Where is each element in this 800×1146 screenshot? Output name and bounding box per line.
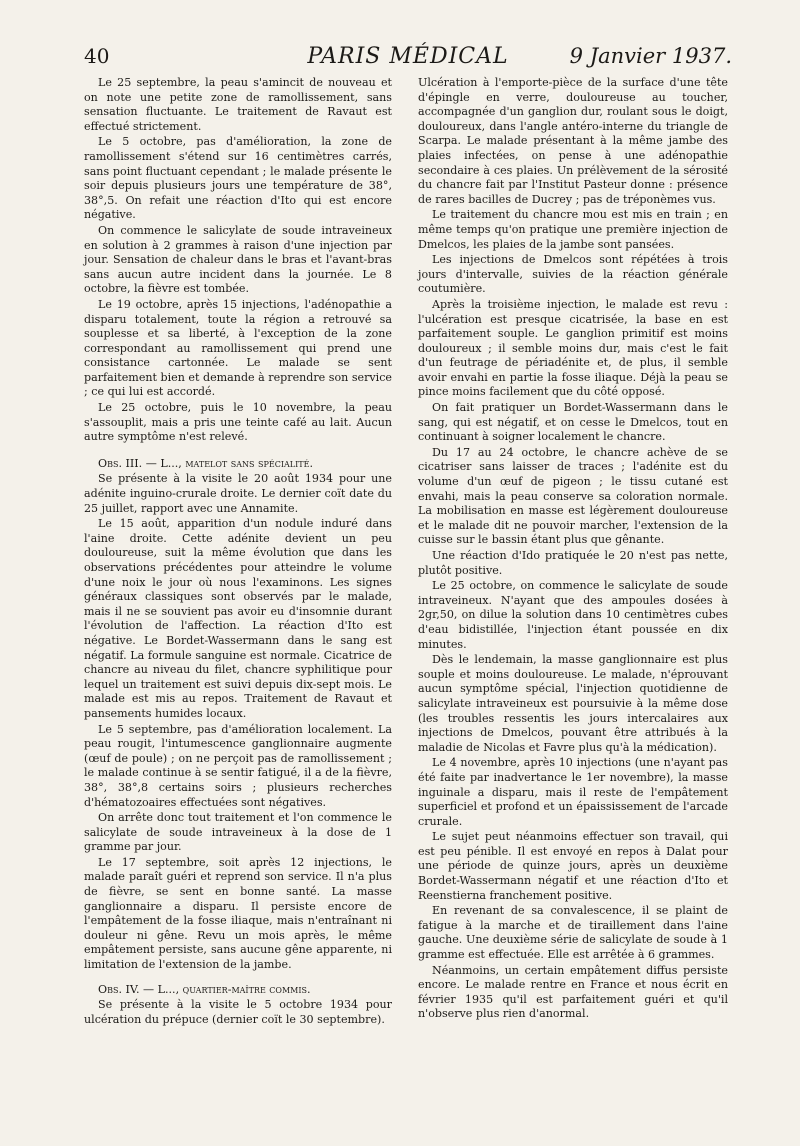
paragraph: En revenant de sa convalescence, il se plaint de fatigue à la marche et de tiraillement dans l'aine gauche. Une deuxième série de salicylate de soude à 1 gramme est effectuée. Elle est arrêtée à 6 grammes. xyxy=(418,904,728,962)
paragraph: Dès le lendemain, la masse ganglionnaire est plus souple et moins douloureuse. Le malade, n'éprouvant aucun symptôme spécial, l'injection quotidienne de salicylate intraveineux est poursuivie à la même dose (les troubles ressentis les jours intercalaires aux injections de Dmelcos, pouvant être attribués à la maladie de Nicolas et Favre plus qu'à la médication). xyxy=(418,653,728,754)
paragraph: Le 5 septembre, pas d'amélioration localement. La peau rougit, l'intumescence ganglionnaire augmente (œuf de poule) ; on ne perçoit pas de ramollissement ; le malade continue à se sentir fatigué, il a de la fièvre, 38°, 38°,8 certains soirs ; plusieurs recherches d'hématozoaires effectuées sont négatives. xyxy=(84,722,392,809)
observation-heading-4: Obs. IV. — L..., quartier-maître commis. xyxy=(98,982,311,996)
paragraph: Le 19 octobre, après 15 injections, l'adénopathie a disparu totalement, toute la région a retrouvé sa souplesse et sa liberté, à l'exception de la zone correspondant au ramollissement qui prend une consistance cartonnée. Le malade se sent parfaitement bien et demande à reprendre son service ; ce qui lui est accordé. xyxy=(84,297,392,399)
paragraph: On arrête donc tout traitement et l'on commence le salicylate de soude intraveineux à la dose de 1 gramme par jour. xyxy=(84,811,392,854)
left-column xyxy=(84,76,392,1028)
paragraph: Ulcération à l'emporte-pièce de la surface d'une tête d'épingle en verre, douloureuse au toucher, accompagnée d'un ganglion dur, roulant sous le doigt, douloureux, dans l'angle antéro-interne du triangle de Scarpa. Le malade présentant à la même jambe des plaies infectées, on pense à une adénopathie secondaire à ces plaies. Un prélèvement de la sérosité du chancre fait par l'Institut Pasteur donne : présence de rares bacilles de Ducrey ; pas de tréponèmes vus. xyxy=(418,76,728,206)
page-number: 40 xyxy=(84,44,110,68)
issue-date: 9 Janvier 1937. xyxy=(569,44,732,68)
paragraph: Le 25 octobre, on commence le salicylate de soude intraveineux. N'ayant que des ampoules dosées à 2gr,50, on dilue la solution dans 10 centimètres cubes d'eau bidistillée, l'injection étant poussée en dix minutes. xyxy=(418,579,728,651)
page-header xyxy=(84,44,732,78)
paragraph: Le sujet peut néanmoins effectuer son travail, qui est peu pénible. Il est envoyé en repos à Dalat pour une période de quinze jours, après un deuxième Bordet-Wassermann négatif et une réaction d'Ito et Reenstierna franchement positive. xyxy=(418,830,728,902)
paragraph: Les injections de Dmelcos sont répétées à trois jours d'intervalle, suivies de la réaction générale coutumière. xyxy=(418,253,728,296)
paragraph: Le traitement du chancre mou est mis en train ; en même temps qu'on pratique une première injection de Dmelcos, les plaies de la jambe sont pansées. xyxy=(418,208,728,251)
paragraph: Le 17 septembre, soit après 12 injections, le malade paraît guéri et reprend son service. Il n'a plus de fièvre, se sent en bonne santé. La masse ganglionnaire a disparu. Il persiste encore de l'empâtement de la fosse iliaque, mais n'entraînant ni douleur ni gêne. Revu un mois après, le même empâtement persiste, sans aucune gêne apparente, ni limitation de l'extension de la jambe. xyxy=(84,855,392,972)
paragraph: Le 5 octobre, pas d'amélioration, la zone de ramollissement s'étend sur 16 centimètres carrés, sans point fluctuant cependant ; le malade présente le soir depuis plusieurs jours une température de 38°, 38°,5. On refait une réaction d'Ito qui est encore négative. xyxy=(84,135,392,222)
paragraph: Du 17 au 24 octobre, le chancre achève de se cicatriser sans laisser de traces ; l'adénite est du volume d'un œuf de pigeon ; le tissu cutané est envahi, mais la peau conserve sa coloration normale. La mobilisation en masse est légèrement douloureuse et le malade dit ne pouvoir marcher, l'extension de la cuisse sur le bassin étant plus que gênante. xyxy=(418,445,728,547)
paragraph: On fait pratiquer un Bordet-Wassermann dans le sang, qui est négatif, et on cesse le Dmelcos, tout en continuant à soigner localement le chancre. xyxy=(418,401,728,444)
paragraph: On commence le salicylate de soude intraveineux en solution à 2 grammes à raison d'une injection par jour. Sensation de chaleur dans le bras et l'avant-bras sans aucun autre incident dans la journée. Le 8 octobre, la fièvre est tombée. xyxy=(84,223,392,296)
journal-title: PARIS MÉDICAL xyxy=(307,44,509,69)
paragraph: Le 25 octobre, puis le 10 novembre, la peau s'assouplit, mais a pris une teinte café au lait. Aucun autre symptôme n'est relevé. xyxy=(84,401,392,444)
paragraph: Se présente à la visite le 20 août 1934 pour une adénite inguino-crurale droite. Le dernier coït date du 25 juillet, rapport avec une Annamite. xyxy=(84,472,392,515)
right-column xyxy=(418,76,728,1023)
paragraph: Le 15 août, apparition d'un nodule induré dans l'aine droite. Cette adénite devient un peu douloureuse, suit la même évolution que dans les observations précédentes pour atteindre le volume d'une noix le jour où nous l'examinons. Les signes généraux classiques sont observés par le malade, mais il ne se souvient pas avoir eu d'insomnie durant l'évolution de l'affection. La réaction d'Ito est négative. Le Bordet-Wassermann dans le sang est négatif. La formule sanguine est normale. Cicatrice de chancre au niveau du filet, chancre syphilitique pour lequel un traitement est suivi depuis dix-sept mois. Le malade est mis au repos. Traitement de Ravaut et pansements humides locaux. xyxy=(84,517,392,720)
paragraph: Se présente à la visite le 5 octobre 1934 pour ulcération du prépuce (dernier coït le 30 septembre). xyxy=(84,998,392,1026)
paragraph: Néanmoins, un certain empâtement diffus persiste encore. Le malade rentre en France et nous écrit en février 1935 qu'il est parfaitement guéri et qu'il n'observe plus rien d'anormal. xyxy=(418,963,728,1021)
paragraph: Le 4 novembre, après 10 injections (une n'ayant pas été faite par inadvertance le 1er novembre), la masse inguinale a disparu, mais il reste de l'empâtement superficiel et profond et un épaississement de l'arcade crurale. xyxy=(418,756,728,828)
paragraph: Le 25 septembre, la peau s'amincit de nouveau et on note une petite zone de ramollissement, sans sensation fluctuante. Le traitement de Ravaut est effectué strictement. xyxy=(84,76,392,133)
paragraph: Une réaction d'Ido pratiquée le 20 n'est pas nette, plutôt positive. xyxy=(418,549,728,577)
paragraph: Après la troisième injection, le malade est revu : l'ulcération est presque cicatrisée, la base en est parfaitement souple. Le ganglion primitif est moins douloureux ; il semble moins dur, mais c'est le fait d'un feutrage de périadénite et, de plus, il semble avoir envahi en partie la fosse iliaque. Déjà la peau se pince moins facilement que du côté opposé. xyxy=(418,297,728,399)
observation-heading-3: Obs. III. — L..., matelot sans spécialité. xyxy=(98,456,313,470)
